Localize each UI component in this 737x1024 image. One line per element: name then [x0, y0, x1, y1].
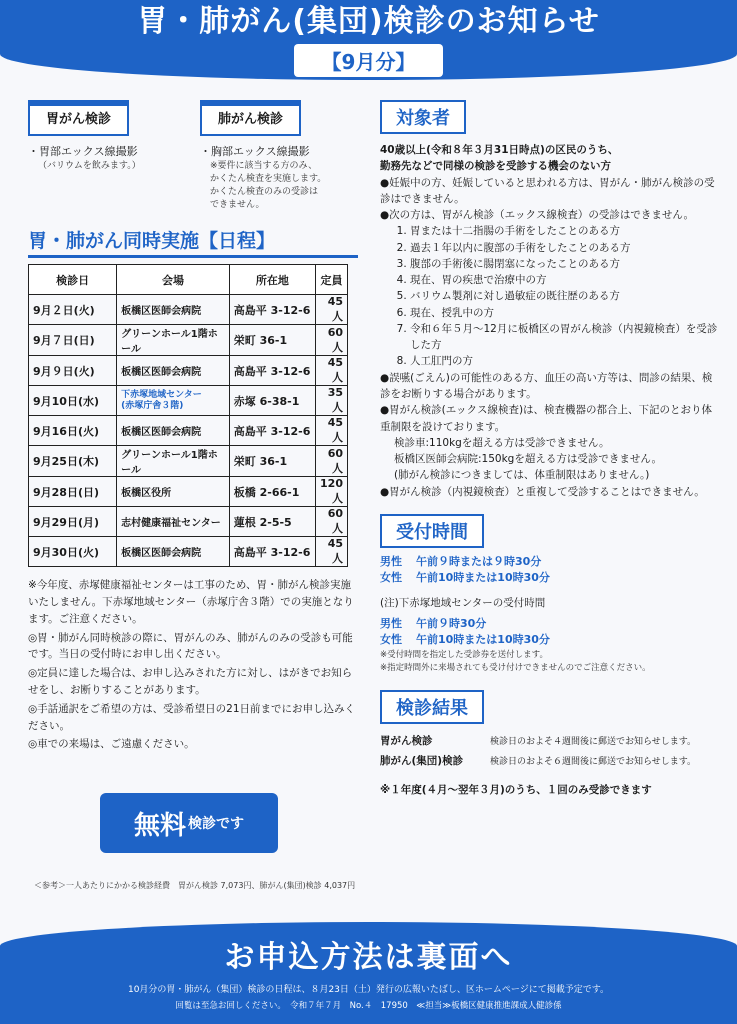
right-column: [380, 100, 720, 797]
schedule-header-row: [29, 265, 348, 295]
cell-date: 9月28日(日): [29, 477, 117, 507]
footer-info: 10月分の胃・肺がん（集団）検診の日程は、８月23日（土）発行の広報いたばし、区ホームページにて掲載予定です。: [127, 985, 609, 995]
cell-venue: グリーンホール1階ホール: [117, 325, 230, 356]
result-desc: 検診日のおよそ６週間後に郵送でお知らせします。: [490, 757, 697, 768]
gender-label: 女性: [380, 571, 402, 585]
left-column: [28, 100, 358, 755]
weight-limit: (肺がん検診につきましては、体重制限はありません。): [394, 469, 650, 482]
col-header-date: 検診日: [29, 265, 117, 295]
page-title: 胃・肺がん(集団)検診のお知らせ: [137, 4, 600, 39]
cell-address: 栄町 36-1: [229, 446, 315, 477]
gender-label: 男性: [380, 616, 402, 630]
target-bullet: ●妊娠中の方、妊娠していると思われる方は、胃がん・肺がん検診の受診はできません。: [380, 176, 715, 205]
lung-exam-note: [210, 160, 358, 212]
table-row: [29, 507, 348, 537]
cell-capacity: 35人: [316, 386, 348, 416]
cell-date: 9月７日(日): [29, 325, 117, 356]
cell-venue: 板橋区役所: [117, 477, 230, 507]
venue-line: (赤塚庁舎３階): [121, 400, 184, 411]
lung-exam-info: [200, 100, 358, 212]
once-per-year-note: ※１年度(４月～翌年３月)のうち、１回のみ受診できます: [380, 784, 652, 797]
stomach-exam-info: [28, 100, 186, 212]
col-header-venue: 会場: [117, 265, 230, 295]
result-label: 肺がん(集団)検診: [380, 755, 464, 768]
footer-circulation: 回覧は至急お回しください。 令和７年７月 No.４ 17950 ≪担当≫板橋区健康推進課成人健診係: [175, 1001, 562, 1011]
cell-capacity: 60人: [316, 507, 348, 537]
reception-row-female: [380, 570, 720, 587]
reception-note: ※指定時間外に来場されても受け付けできませんのでご注意ください。: [380, 662, 651, 673]
target-section-title: 対象者: [380, 100, 466, 134]
note-parking: ◎車での来場は、ご遠慮ください。: [28, 738, 195, 751]
note-single-exam: ◎胃・肺がん同時検診の際に、胃がんのみ、肺がんのみの受診も可能です。当日の受付時にお申し出ください。: [28, 631, 353, 661]
cell-address: 高島平 3-12-6: [229, 537, 315, 567]
target-section: [380, 142, 720, 500]
cell-capacity: 45人: [316, 356, 348, 386]
stomach-exam-label: 胃がん検診: [28, 100, 129, 136]
result-row-lung: [380, 752, 720, 772]
page-header: [0, 0, 737, 80]
cell-venue: グリーンホール1階ホール: [117, 446, 230, 477]
free-exam-badge: [100, 793, 278, 853]
lung-exam-label: 肺がん検診: [200, 100, 301, 136]
list-item: 1. 胃または十二指腸の手術をしたことのある方: [410, 223, 720, 239]
cell-venue: 板橋区医師会病院: [117, 537, 230, 567]
list-item: 3. 腹部の手術後に腸閉塞になったことのある方: [410, 256, 720, 272]
cell-date: 9月10日(水): [29, 386, 117, 416]
gender-label: 男性: [380, 554, 402, 568]
list-item: 7. 令和６年５月～12月に板橋区の胃がん検診（内視鏡検査）を受診した方: [410, 321, 720, 354]
cell-capacity: 45人: [316, 416, 348, 446]
exam-types: [28, 100, 358, 212]
cell-capacity: 60人: [316, 325, 348, 356]
cell-date: 9月16日(火): [29, 416, 117, 446]
stomach-exam-note: （バリウムを飲みます。）: [38, 161, 141, 171]
cell-venue: 板橋区医師会病院: [117, 295, 230, 325]
reception-sub-title: (注)下赤塚地域センターの受付時間: [380, 596, 546, 609]
target-bullet: ●誤嚥(ごえん)の可能性のある方、血圧の高い方等は、問診の結果、検診をお断りする場合があります。: [380, 371, 713, 400]
reception-row-male: [380, 616, 720, 633]
stomach-exam-item: ・胃部エックス線撮影: [28, 144, 138, 158]
lung-note-line: できません。: [210, 200, 265, 211]
time-value: 午前９時または９時30分: [416, 554, 542, 568]
free-badge-sub: 検診です: [188, 816, 244, 832]
list-item: 5. バリウム製剤に対し過敏症の既往歴のある方: [410, 288, 720, 304]
note-sign-language: ◎手話通訳をご希望の方は、受診希望日の21日前までにお申し込みください。: [28, 702, 356, 732]
target-bullet: ●次の方は、胃がん検診（エックス線検査）の受診はできません。: [380, 209, 694, 222]
list-item: 4. 現在、胃の疾患で治療中の方: [410, 272, 720, 288]
lung-note-line: かくたん検査を実施します。: [210, 174, 327, 185]
table-row: [29, 416, 348, 446]
cell-address: 高島平 3-12-6: [229, 295, 315, 325]
lung-note-line: ※要件に該当する方のみ、: [210, 161, 318, 171]
result-desc: 検診日のおよそ４週間後に郵送でお知らせします。: [490, 737, 697, 748]
exclusion-list: [380, 223, 720, 369]
cell-address: 高島平 3-12-6: [229, 356, 315, 386]
list-item: 8. 人工肛門の方: [410, 353, 720, 369]
results-section-title: 検診結果: [380, 690, 484, 724]
target-bullet: ●胃がん検診（内視鏡検査）と重複して受診することはできません。: [380, 485, 705, 498]
time-value: 午前９時30分: [416, 616, 487, 630]
cell-date: 9月29日(月): [29, 507, 117, 537]
target-lead: 勤務先などで同様の検診を受診する機会のない方: [380, 160, 611, 173]
reception-times-sub: [380, 616, 720, 649]
gender-label: 女性: [380, 633, 402, 647]
cell-capacity: 120人: [316, 477, 348, 507]
table-row: [29, 325, 348, 356]
cell-address: 高島平 3-12-6: [229, 416, 315, 446]
cell-venue: 板橋区医師会病院: [117, 356, 230, 386]
cell-date: 9月９日(火): [29, 356, 117, 386]
results-section: [380, 732, 720, 772]
weight-limit: 板橋区医師会病院:150kgを超える方は受診できません。: [394, 453, 662, 466]
cell-capacity: 60人: [316, 446, 348, 477]
venue-line: 下赤塚地域センター: [121, 390, 202, 401]
note-renovation: ※今年度、赤塚健康福祉センターは工事のため、胃・肺がん検診実施いたしません。下赤塚地域センター（赤塚庁舎３階）での実施となります。ご注意ください。: [28, 579, 354, 625]
target-bullet: ●胃がん検診(エックス線検査)は、検査機器の都合上、下記のとおり体重制限を設けております。: [380, 404, 713, 433]
target-lead: 40歳以上(令和８年３月31日時点)の区民のうち、: [380, 144, 619, 156]
list-item: 6. 現在、授乳中の方: [410, 305, 720, 321]
table-row: [29, 356, 348, 386]
table-row: [29, 477, 348, 507]
cell-venue-highlight: [117, 386, 230, 416]
col-header-capacity: 定員: [316, 265, 348, 295]
lung-note-line: かくたん検査のみの受診は: [210, 187, 319, 198]
table-row: [29, 295, 348, 325]
lung-exam-item: ・胸部エックス線撮影: [200, 144, 310, 158]
footer-headline: お申込方法は裏面へ: [224, 940, 513, 975]
cell-address: 赤塚 6-38-1: [229, 386, 315, 416]
col-header-address: 所在地: [229, 265, 315, 295]
cell-capacity: 45人: [316, 537, 348, 567]
schedule-table: [28, 264, 348, 567]
reception-row-female: [380, 632, 720, 649]
page-footer: [0, 922, 737, 1024]
cell-capacity: 45人: [316, 295, 348, 325]
list-item: 2. 過去１年以内に腹部の手術をしたことのある方: [410, 240, 720, 256]
cell-venue: 板橋区医師会病院: [117, 416, 230, 446]
cell-date: 9月２日(火): [29, 295, 117, 325]
time-value: 午前10時または10時30分: [416, 633, 550, 647]
cost-reference-note: ＜参考＞一人あたりにかかる検診経費 胃がん検診 7,073円、肺がん(集団)検診 4,037円: [34, 881, 356, 890]
schedule-notes: [28, 577, 358, 753]
reception-row-male: [380, 554, 720, 571]
free-badge-main: 無料: [133, 810, 186, 841]
table-row: [29, 386, 348, 416]
cell-address: 蓮根 2-5-5: [229, 507, 315, 537]
cell-venue: 志村健康福祉センター: [117, 507, 230, 537]
month-badge: 【9月分】: [294, 44, 444, 77]
time-value: 午前10時または10時30分: [416, 571, 550, 585]
weight-limit: 検診車:110kgを超える方は受診できません。: [394, 436, 610, 449]
cell-address: 板橋 2-66-1: [229, 477, 315, 507]
reception-section-title: 受付時間: [380, 514, 484, 548]
cell-address: 栄町 36-1: [229, 325, 315, 356]
note-capacity: ◎定員に達した場合は、お申し込みされた方に対し、はがきでお知らせをし、お断りすることがあります。: [28, 667, 353, 696]
cell-date: 9月25日(木): [29, 446, 117, 477]
cell-date: 9月30日(火): [29, 537, 117, 567]
reception-note: ※受付時間を指定した受診券を送付します。: [380, 649, 548, 660]
result-label: 胃がん検診: [380, 735, 433, 748]
table-row: [29, 446, 348, 477]
result-row-stomach: [380, 732, 720, 752]
schedule-title: 胃・肺がん同時実施【日程】: [28, 226, 358, 258]
table-row: [29, 537, 348, 567]
reception-times: [380, 554, 720, 587]
